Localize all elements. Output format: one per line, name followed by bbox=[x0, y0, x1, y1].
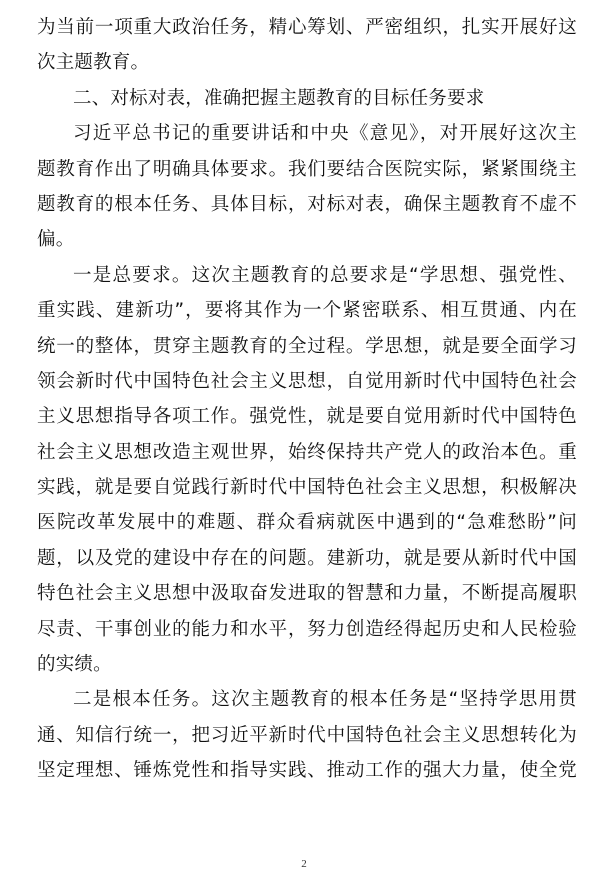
text-line: 实践，就是要自觉践行新时代中国特色社会主义思想，积极解决 bbox=[37, 477, 577, 499]
text-line: 主义思想指导各项工作。强党性，就是要自觉用新时代中国特色 bbox=[37, 406, 577, 428]
text-line: 重实践、建新功”，要将其作为一个紧密联系、相互贯通、内在 bbox=[37, 300, 577, 322]
text-line: 次主题教育。 bbox=[37, 52, 150, 74]
text-line: 二是根本任务。这次主题教育的根本任务是“坚持学思用贯 bbox=[73, 689, 577, 711]
text-line: 一是总要求。这次主题教育的总要求是“学思想、强党性、 bbox=[73, 264, 577, 286]
text-line: 题教育作出了明确具体要求。我们要结合医院实际，紧紧围绕主 bbox=[37, 158, 577, 180]
text-line: 题教育的根本任务、具体目标，对标对表，确保主题教育不虚不 bbox=[37, 193, 577, 215]
text-line: 尽责、干事创业的能力和水平，努力创造经得起历史和人民检验 bbox=[37, 618, 577, 640]
section-heading: 二、对标对表，准确把握主题教育的目标任务要求 bbox=[73, 87, 485, 109]
text-line: 题，以及党的建设中存在的问题。建新功，就是要从新时代中国 bbox=[37, 547, 577, 569]
text-line: 通、知信行统一，把习近平新时代中国特色社会主义思想转化为 bbox=[37, 724, 577, 746]
text-line: 统一的整体，贯穿主题教育的全过程。学思想，就是要全面学习 bbox=[37, 335, 577, 357]
text-line: 习近平总书记的重要讲话和中央《意见》，对开展好这次主 bbox=[73, 123, 577, 145]
text-line: 社会主义思想改造主观世界，始终保持共产党人的政治本色。重 bbox=[37, 441, 577, 463]
text-line: 医院改革发展中的难题、群众看病就医中遇到的“急难愁盼”问 bbox=[37, 512, 577, 534]
text-line: 的实绩。 bbox=[37, 654, 112, 676]
document-body bbox=[37, 10, 577, 789]
text-line: 偏。 bbox=[37, 229, 75, 251]
text-line: 领会新时代中国特色社会主义思想，自觉用新时代中国特色社会 bbox=[37, 370, 577, 392]
page-number: 2 bbox=[301, 858, 307, 870]
text-line: 为当前一项重大政治任务，精心筹划、严密组织，扎实开展好这 bbox=[37, 17, 577, 38]
text-line: 特色社会主义思想中汲取奋发进取的智慧和力量，不断提高履职 bbox=[37, 583, 577, 605]
text-line: 坚定理想、锤炼党性和指导实践、推动工作的强大力量，使全党 bbox=[37, 760, 577, 782]
